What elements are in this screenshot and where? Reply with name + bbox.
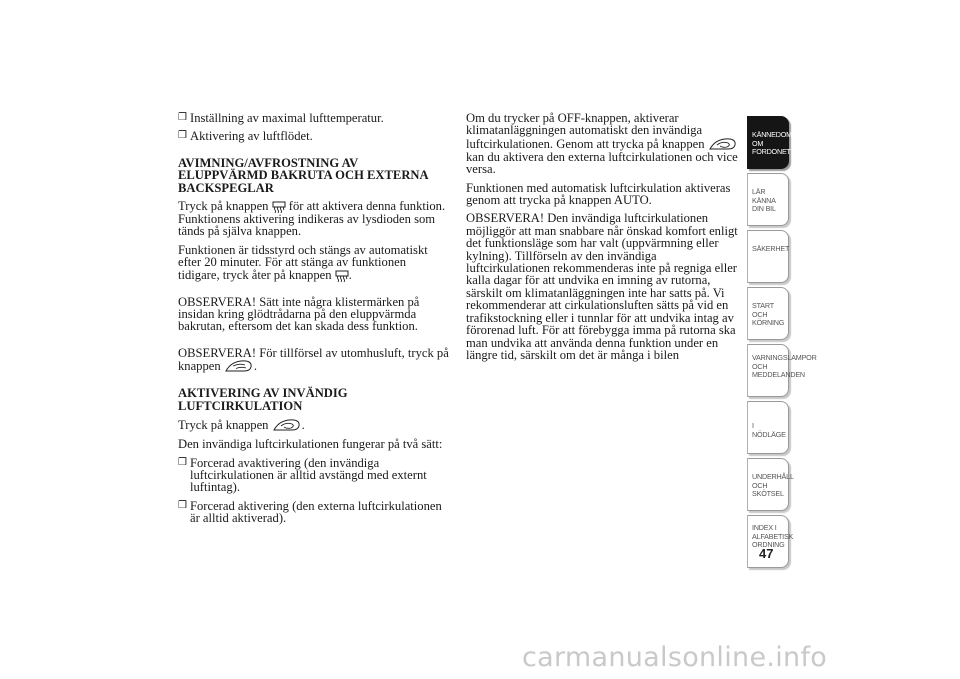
tab-sakerhet[interactable]: SÄKERHET (747, 230, 789, 283)
rear-defrost-icon (335, 270, 349, 282)
checkbox-bullet-icon: ❒ (178, 130, 187, 142)
list-item: ❒ Inställning av maximal lufttemperatur. (178, 111, 384, 125)
tab-varningslampor[interactable]: VARNINGSLAMPOR OCH MEDDELANDEN (747, 344, 789, 397)
left-column (178, 112, 450, 531)
paragraph: Tryck på knappen . (178, 418, 305, 433)
paragraph: Den invändiga luftcirkulationen fungerar på två sätt: (178, 437, 443, 452)
tab-start-och-korning[interactable]: START OCH KÖRNING (747, 287, 789, 340)
page-number: 47 (759, 546, 774, 561)
chapter-tabs (747, 116, 817, 572)
air-recirculation-icon (708, 137, 738, 151)
list-item: ❒ Forcerad aktivering (den externa luftcirkulationen är alltid aktiverad). (178, 498, 442, 526)
tab-lar-kanna-din-bil[interactable]: LÄR KÄNNA DIN BIL (747, 173, 789, 226)
paragraph: OBSERVERA! Sätt inte några klistermärken på insidan kring glödtrådarna på den eluppvärmda bakrutan, eftersom det kan skada dess funktion. (178, 294, 420, 334)
tab-index[interactable]: INDEX I ALFABETISK ORDNING (747, 515, 789, 568)
section-heading-defrost: AVIMNING/AVFROSTNING AV ELUPPVÄRMD BAKRUTA OCH EXTERNA BACKSPEGLAR (178, 155, 428, 195)
air-recirculation-icon (272, 418, 302, 432)
checkbox-bullet-icon: ❒ (178, 456, 187, 468)
checkbox-bullet-icon: ❒ (178, 499, 187, 511)
list-item: ❒ Forcerad avaktivering (den invändiga luftcirkulationen är alltid avstängd med externt luftintag). (178, 455, 427, 495)
paragraph: OBSERVERA! Den invändiga luftcirkulationen möjliggör att man snabbare når önskad komfort enligt det funktionsläge som har valt (uppvärmning eller kylning). Tillförseln av den invändiga luftcirkulationen rekommenderas inte på regniga eller kalla dagar för att undvika en imning av rutorna, särskilt om klimatanläggningen inte har satts på. Vi rekommenderar att cirkulationsluften sätts på vid en trafikstockning eller i tunnlar för att undvika intag av förorenad luft. För att förebygga imma på rutorna ska man undvika att använda denna funktion under en längre tid, särskilt om det är många i bilen (466, 211, 738, 362)
tab-underhall-och-skotsel[interactable]: UNDERHÅLL OCH SKÖTSEL (747, 458, 789, 511)
paragraph: OBSERVERA! För tillförsel av utomhusluft, tryck på knappen . (178, 345, 449, 374)
checkbox-bullet-icon: ❒ (178, 112, 187, 123)
section-heading-recirculation: AKTIVERING AV INVÄNDIG LUFTCIRKULATION (178, 386, 348, 413)
tab-kannedom-om-fordonet[interactable]: KÄNNEDOM OM FORDONET (747, 116, 789, 169)
paragraph: Om du trycker på OFF-knappen, aktiverar klimatanläggningen automatiskt den invändiga luftcirkulationen. Genom att trycka på knappen kan du aktivera den externa luftcirkulationen och vice versa. (466, 111, 738, 177)
list-item: ❒ Aktivering av luftflödet. (178, 129, 313, 144)
paragraph: Funktionen är tidsstyrd och stängs av automatiskt efter 20 minuter. För att stänga av funktionen tidigare, tryck åter på knappen . (178, 242, 428, 282)
outside-air-icon (224, 359, 254, 373)
tab-i-nodlage[interactable]: I NÖDLÄGE (747, 401, 789, 454)
right-column (466, 112, 738, 367)
paragraph: Tryck på knappen för att aktivera denna funktion. Funktionens aktivering indikeras av lysdioden som tänds på själva knappen. (178, 199, 446, 239)
watermark: carmanualsonline.info (522, 642, 828, 673)
paragraph: Funktionen med automatisk luftcirkulation aktiveras genom att trycka på knappen AUTO. (466, 180, 731, 208)
